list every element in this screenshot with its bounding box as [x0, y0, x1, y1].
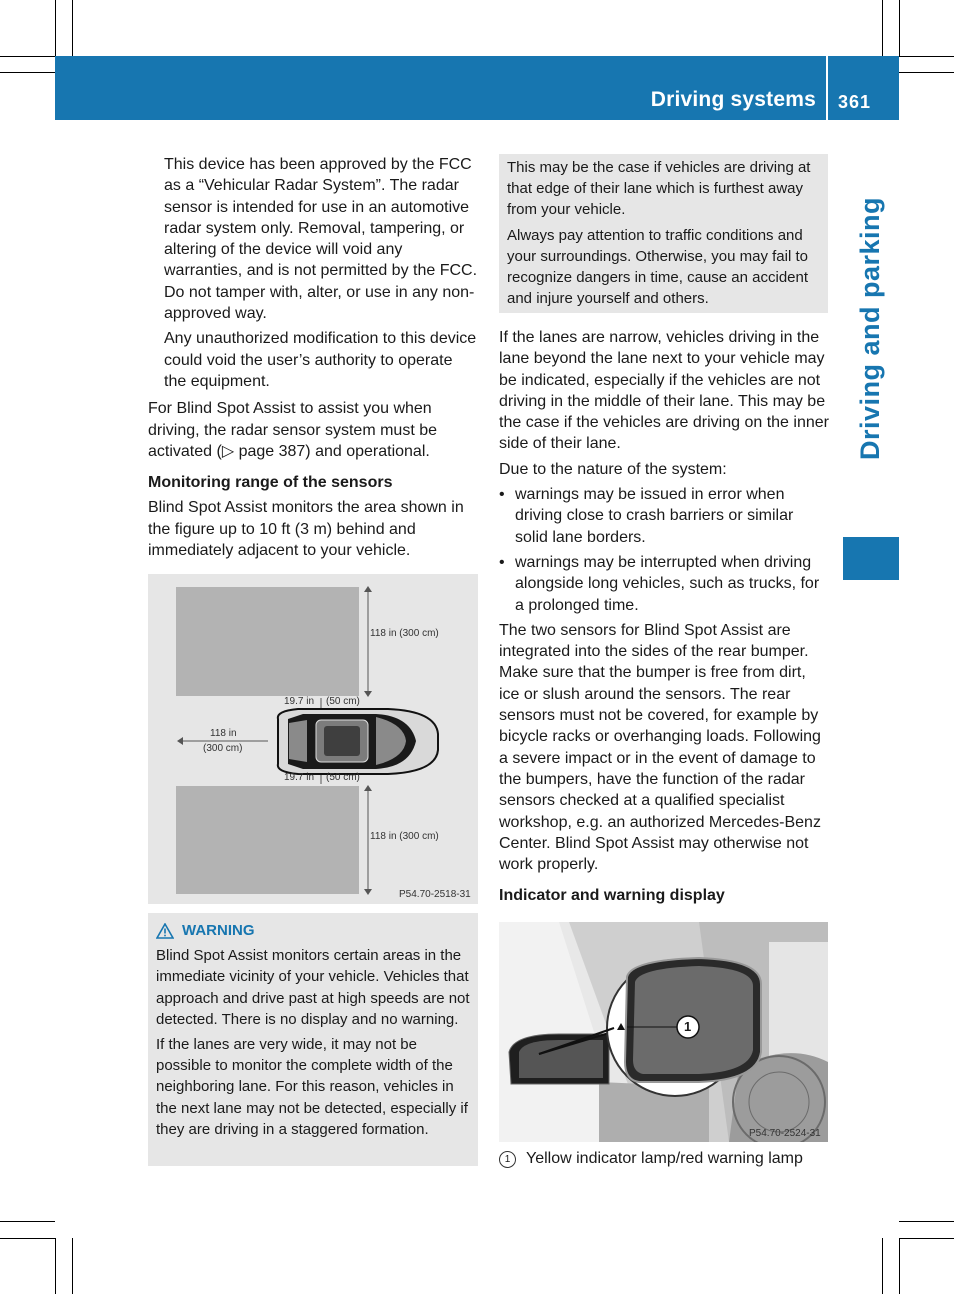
chapter-tab-marker	[843, 537, 899, 580]
monitoring-text: Blind Spot Assist monitors the area shown in the figure up to 10 ft (3 m) behind and immediately adjacent to your vehicle.	[148, 499, 464, 560]
warning-title: WARNING	[182, 922, 255, 939]
sensors-text: The two sensors for Blind Spot Assist are integrated into the sides of the rear bumper. Make sure that the bumper is free from dirt, ice or slush around the sensors. The rear sensors must not be covered, for example by bicycle racks or overhanging loads. Following a severe impact or in the event of damage to the bumpers, have the function of the radar sensors checked at a qualified specialist workshop, e.g. an authorized Mercedes-Benz Center. Blind Spot Assist may otherwise not work properly.	[499, 621, 821, 874]
warning-continuation-box	[499, 154, 828, 313]
crop-mark	[0, 1221, 55, 1222]
warning-text-2: If the lanes are very wide, it may not be possible to monitor the complete width of the neighboring lane. For this reason, vehicles in the next lane may not be detected, especially if they are driving in a staggered formation.	[156, 1036, 468, 1138]
callout-number: 1	[684, 1019, 692, 1034]
warning-triangle-icon	[156, 923, 174, 939]
gap-label-top: 19.7 in	[284, 696, 315, 707]
crop-mark	[899, 56, 954, 57]
vehicle-top-view	[278, 709, 438, 774]
list-item: • warnings may be issued in error when driving close to crash barriers or similar solid lane borders.	[499, 484, 829, 548]
crop-mark	[55, 0, 56, 56]
header-divider	[826, 56, 828, 120]
left-column	[148, 154, 478, 565]
gap-label-bottom: 19.7 in	[284, 772, 315, 783]
crop-mark	[899, 1238, 954, 1239]
crop-mark	[899, 0, 900, 56]
side-label-in: 118 in	[210, 728, 237, 739]
bullet-text: warnings may be issued in error when driving close to crash barriers or similar solid lane borders.	[515, 486, 794, 546]
legend-number: 1	[499, 1151, 516, 1168]
box-text-2: Always pay attention to traffic conditions and your surroundings. Otherwise, you may fail to recognize dangers in time, cause an accident and injure yourself and others.	[507, 226, 809, 308]
figure-code: P54.70-2518-31	[399, 889, 471, 900]
crop-mark	[899, 1238, 900, 1294]
monitoring-heading: Monitoring range of the sensors	[148, 474, 393, 492]
monitored-zone-left	[176, 587, 359, 696]
warning-header	[156, 920, 470, 941]
right-column	[499, 327, 829, 911]
crop-mark	[72, 1238, 73, 1294]
section-title: Driving systems	[650, 88, 816, 111]
fcc-modification-note: Any unauthorized modification to this device could void the user’s authority to operate the equipment.	[164, 330, 477, 390]
crop-mark	[899, 1221, 954, 1222]
monitoring-range-figure	[148, 574, 478, 904]
crop-mark	[0, 1238, 55, 1239]
range-label-top: 118 in (300 cm)	[370, 628, 439, 639]
figure-code: P54.70-2524-31	[749, 1128, 821, 1139]
crop-mark	[882, 1238, 883, 1294]
activation-text: For Blind Spot Assist to assist you when driving, the radar sensor system must be activated (▷ page 387) and operational.	[148, 400, 438, 460]
crop-mark	[0, 56, 55, 57]
warning-box	[148, 913, 478, 1166]
monitored-zone-right	[176, 786, 359, 894]
crop-mark	[0, 72, 55, 73]
page-number: 361	[838, 92, 872, 112]
bullet-text: warnings may be interrupted when driving alongside long vehicles, such as trucks, for a prolonged time.	[515, 553, 820, 614]
chapter-tab[interactable]	[843, 120, 899, 536]
crop-mark	[72, 0, 73, 56]
system-nature-text: Due to the nature of the system:	[499, 460, 727, 478]
indicator-heading: Indicator and warning display	[499, 887, 725, 905]
crop-mark	[899, 72, 954, 73]
legend-text: Yellow indicator lamp/red warning lamp	[526, 1150, 803, 1167]
gap-label-top-cm: (50 cm)	[326, 696, 360, 707]
box-text-1: This may be the case if vehicles are driving at that edge of their lane which is furthest away from your vehicle.	[507, 159, 811, 219]
range-label-bottom: 118 in (300 cm)	[370, 831, 439, 842]
chapter-tab-label: Driving and parking	[855, 196, 886, 460]
side-label-cm: (300 cm)	[203, 743, 243, 754]
figure-legend	[499, 1150, 803, 1168]
warning-text-1: Blind Spot Assist monitors certain areas in the immediate vicinity of your vehicle. Vehicles that approach and drive past at high speeds are not detected. There is no display and no warning.	[156, 947, 470, 1028]
fcc-notice: This device has been approved by the FCC as a “Vehicular Radar System”. The radar sensor is intended for use in an automotive radar system only. Removal, tampering, or altering of the device will void any warranties, and is not permitted by the FCC. Do not tamper with, alter, or use in any non-approved way.	[164, 156, 478, 323]
gap-label-bottom-cm: (50 cm)	[326, 772, 360, 783]
mirror-indicator-figure	[499, 922, 828, 1142]
crop-mark	[882, 0, 883, 56]
crop-mark	[55, 1238, 56, 1294]
list-item: • warnings may be interrupted when driving alongside long vehicles, such as trucks, for a prolonged time.	[499, 552, 829, 616]
narrow-lanes-text: If the lanes are narrow, vehicles driving in the lane beyond the lane next to your vehicle may be indicated, especially if the vehicles are not driving in the middle of their lane. This may be the case if the vehicles are driving on the inner side of their lane.	[499, 329, 829, 453]
